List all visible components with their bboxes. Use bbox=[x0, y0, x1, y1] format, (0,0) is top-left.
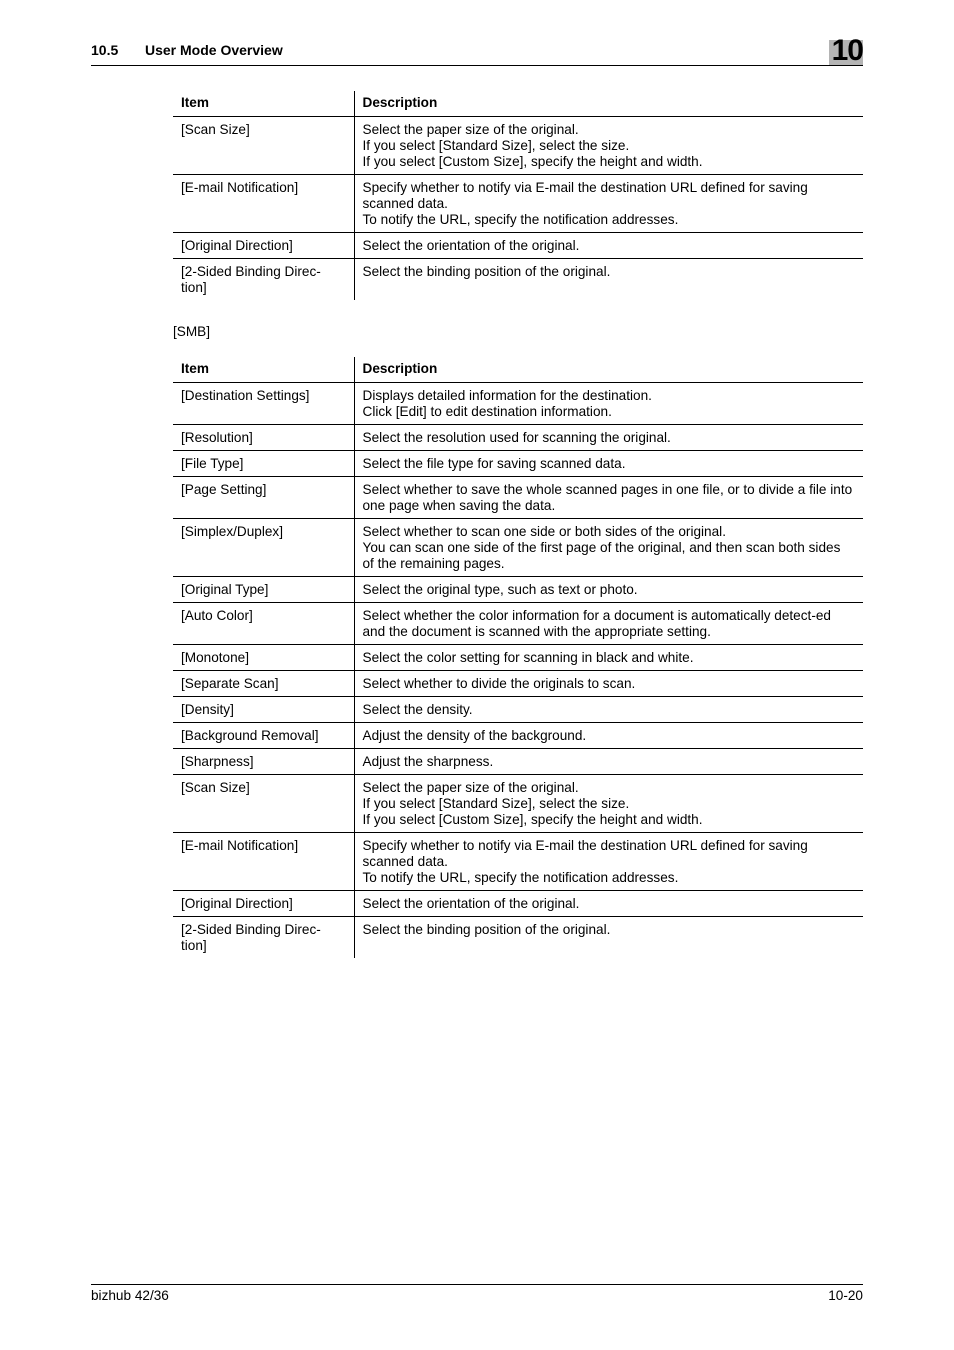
item-cell: [Separate Scan] bbox=[173, 671, 354, 697]
column-header-description: Description bbox=[354, 357, 863, 383]
description-cell bbox=[354, 603, 863, 645]
section-title: User Mode Overview bbox=[145, 42, 283, 58]
table-row bbox=[173, 477, 863, 519]
page-number: 10-20 bbox=[828, 1288, 863, 1303]
description-line: Select the paper size of the original. bbox=[362, 122, 579, 137]
table-row bbox=[173, 917, 863, 959]
description-cell bbox=[354, 451, 863, 477]
smb-section-label: [SMB] bbox=[173, 324, 211, 339]
description-cell bbox=[354, 833, 863, 891]
item-cell: [Scan Size] bbox=[173, 117, 354, 175]
item-cell: [E-mail Notification] bbox=[173, 175, 354, 233]
description-line: If you select [Custom Size], specify the height and width. bbox=[362, 154, 703, 169]
chapter-number: 10 bbox=[831, 34, 863, 67]
description-line: Select the color setting for scanning in black and white. bbox=[362, 650, 694, 665]
section-number: 10.5 bbox=[91, 42, 119, 58]
description-line: Adjust the density of the background. bbox=[362, 728, 587, 743]
description-line: If you select [Standard Size], select the size. bbox=[362, 796, 630, 811]
description-cell bbox=[354, 519, 863, 577]
description-cell bbox=[354, 383, 863, 425]
item-cell: [Destination Settings] bbox=[173, 383, 354, 425]
item-cell: [Density] bbox=[173, 697, 354, 723]
item-cell: [Auto Color] bbox=[173, 603, 354, 645]
item-cell: [Original Direction] bbox=[173, 233, 354, 259]
description-cell bbox=[354, 917, 863, 959]
item-cell: [2-Sided Binding Direc-tion] bbox=[173, 259, 354, 301]
description-cell bbox=[354, 477, 863, 519]
table-row bbox=[173, 775, 863, 833]
description-cell bbox=[354, 577, 863, 603]
settings-table-smb bbox=[173, 357, 863, 958]
description-cell bbox=[354, 175, 863, 233]
description-cell bbox=[354, 259, 863, 301]
item-cell: [E-mail Notification] bbox=[173, 833, 354, 891]
description-line: Select whether to divide the originals to scan. bbox=[362, 676, 636, 691]
description-line: Adjust the sharpness. bbox=[362, 754, 494, 769]
table-header-row bbox=[173, 357, 863, 383]
item-cell: [Page Setting] bbox=[173, 477, 354, 519]
description-line: Select the orientation of the original. bbox=[362, 238, 580, 253]
item-cell: [Simplex/Duplex] bbox=[173, 519, 354, 577]
description-cell bbox=[354, 117, 863, 175]
description-line: You can scan one side of the first page of the original, and then scan both sides of the remaining pages. bbox=[362, 540, 841, 571]
table-row bbox=[173, 175, 863, 233]
description-line: To notify the URL, specify the notification addresses. bbox=[362, 212, 679, 227]
table-row bbox=[173, 451, 863, 477]
item-cell: [Monotone] bbox=[173, 645, 354, 671]
description-line: Select the paper size of the original. bbox=[362, 780, 579, 795]
table-row bbox=[173, 425, 863, 451]
table-row bbox=[173, 697, 863, 723]
description-cell bbox=[354, 723, 863, 749]
table-row bbox=[173, 645, 863, 671]
table-row bbox=[173, 671, 863, 697]
table-row bbox=[173, 749, 863, 775]
description-cell bbox=[354, 697, 863, 723]
page-header bbox=[91, 34, 863, 67]
table-row bbox=[173, 117, 863, 175]
table-row bbox=[173, 833, 863, 891]
page-footer bbox=[91, 1284, 863, 1303]
description-line: Select whether to save the whole scanned pages in one file, or to divide a file into one page when saving the data. bbox=[362, 482, 853, 513]
description-cell bbox=[354, 233, 863, 259]
description-cell bbox=[354, 645, 863, 671]
description-line: Click [Edit] to edit destination information. bbox=[362, 404, 612, 419]
description-cell bbox=[354, 671, 863, 697]
table-row bbox=[173, 233, 863, 259]
table-row bbox=[173, 259, 863, 301]
item-cell: [Scan Size] bbox=[173, 775, 354, 833]
table-row bbox=[173, 577, 863, 603]
description-line: Select whether to scan one side or both sides of the original. bbox=[362, 524, 726, 539]
description-line: Displays detailed information for the destination. bbox=[362, 388, 652, 403]
item-cell: [Resolution] bbox=[173, 425, 354, 451]
column-header-item: Item bbox=[173, 91, 354, 117]
item-cell: [Sharpness] bbox=[173, 749, 354, 775]
table-row bbox=[173, 519, 863, 577]
column-header-description: Description bbox=[354, 91, 863, 117]
table-row bbox=[173, 383, 863, 425]
item-cell: [Original Type] bbox=[173, 577, 354, 603]
description-cell bbox=[354, 775, 863, 833]
description-line: Specify whether to notify via E-mail the destination URL defined for saving scanned data. bbox=[362, 180, 808, 211]
table-header-row bbox=[173, 91, 863, 117]
description-line: If you select [Standard Size], select the size. bbox=[362, 138, 630, 153]
table-row bbox=[173, 891, 863, 917]
table-row bbox=[173, 723, 863, 749]
description-line: Select the density. bbox=[362, 702, 473, 717]
description-cell bbox=[354, 425, 863, 451]
description-line: Select the binding position of the original. bbox=[362, 922, 611, 937]
description-line: Select the original type, such as text or photo. bbox=[362, 582, 638, 597]
description-line: Select whether the color information for a document is automatically detect-ed and the document is scanned with the appropriate setting. bbox=[362, 608, 831, 639]
description-cell bbox=[354, 891, 863, 917]
item-cell: [Original Direction] bbox=[173, 891, 354, 917]
description-line: If you select [Custom Size], specify the height and width. bbox=[362, 812, 703, 827]
table-row bbox=[173, 603, 863, 645]
settings-table-1 bbox=[173, 91, 863, 300]
item-cell: [2-Sided Binding Direc-tion] bbox=[173, 917, 354, 959]
description-line: Select the file type for saving scanned data. bbox=[362, 456, 626, 471]
item-cell: [Background Removal] bbox=[173, 723, 354, 749]
description-line: To notify the URL, specify the notification addresses. bbox=[362, 870, 679, 885]
product-name: bizhub 42/36 bbox=[91, 1288, 169, 1303]
description-line: Specify whether to notify via E-mail the destination URL defined for saving scanned data. bbox=[362, 838, 808, 869]
description-line: Select the orientation of the original. bbox=[362, 896, 580, 911]
item-cell: [File Type] bbox=[173, 451, 354, 477]
column-header-item: Item bbox=[173, 357, 354, 383]
description-line: Select the binding position of the original. bbox=[362, 264, 611, 279]
description-line: Select the resolution used for scanning the original. bbox=[362, 430, 671, 445]
description-cell bbox=[354, 749, 863, 775]
